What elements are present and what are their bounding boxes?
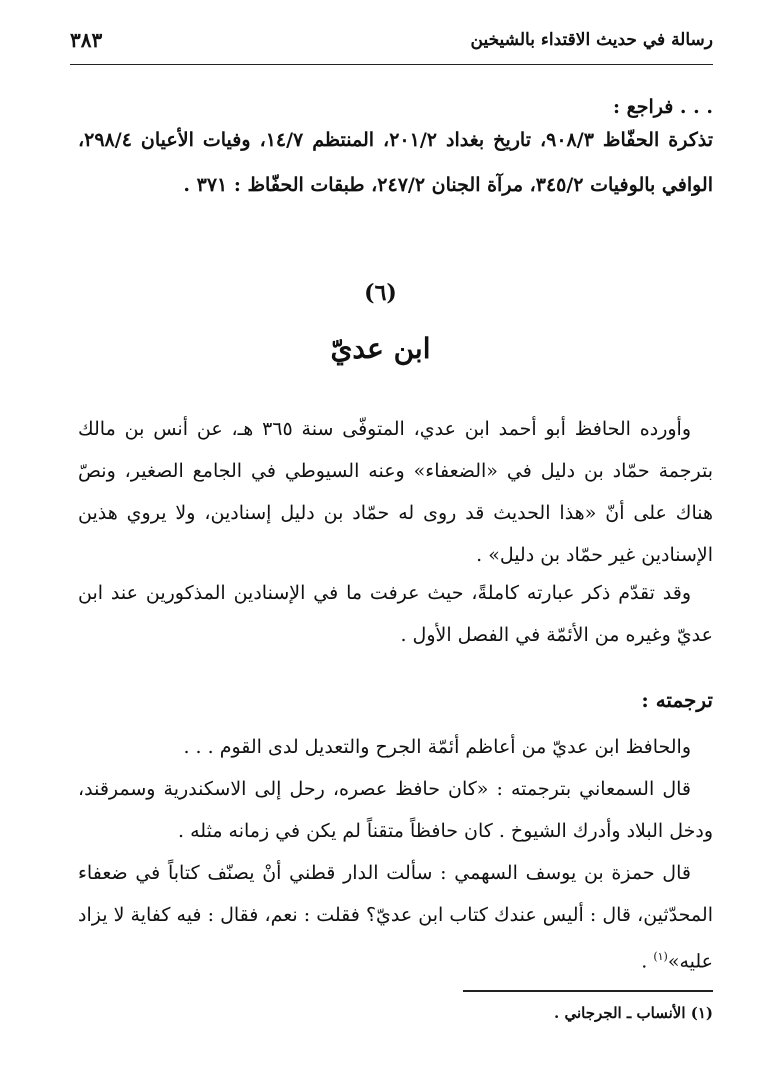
- biography-line-intro: والحافظ ابن عديّ من أعاظم أئمّة الجرح والتعديل لدى القوم . . .: [183, 736, 691, 758]
- paragraph-narration: وأورده الحافظ أبو أحمد ابن عدي، المتوفّى سنة ٣٦٥ هـ، عن أنس بن مالك بترجمة حمّاد بن دليل في «الضعفاء» وعنه السيوطي في الجامع الصغير، ونصّ هناك على أنّ «هذا الحديث قد روى له حمّاد بن دليل إسنادين، ولا يروي هذين الإسنادين غير حمّاد بن دليل» .: [78, 418, 713, 566]
- footnote: (١) الأنساب ـ الجرجاني .: [554, 1004, 713, 1022]
- section-number: (٦): [364, 280, 397, 306]
- references-list: تذكرة الحفّاظ ٩٠٨/٣، تاريخ بغداد ٢٠١/٢، المنتظم ١٤/٧، وفيات الأعيان ٢٩٨/٤، الوافي بالوفيات ٣٤٥/٢، مرآة الجنان ٢٤٧/٢، طبقات الحفّاظ : ٣٧١ .: [78, 129, 713, 196]
- biography-heading: ترجمته :: [641, 688, 713, 712]
- running-title: رسالة في حديث الاقتداء بالشيخين: [470, 30, 713, 50]
- page-header: [70, 30, 713, 64]
- page-number: ٣٨٣: [70, 28, 103, 52]
- biography-body: [78, 726, 713, 982]
- paragraph-previous-mention: وقد تقدّم ذكر عبارته كاملةً، حيث عرفت ما في الإسنادين المذكورين عند ابن عديّ وغيره من الأئمّة في الفصل الأول .: [78, 582, 713, 646]
- biography-line-sahmi: [78, 852, 713, 982]
- biography-sahmi-end: .: [641, 950, 654, 973]
- footnote-reference[interactable]: (١): [653, 950, 668, 963]
- section-title: ابن عديّ: [330, 332, 431, 365]
- header-divider: [70, 64, 713, 65]
- biography-line-samani: قال السمعاني بترجمته : «كان حافظ عصره، رحل إلى الاسكندرية وسمرقند، ودخل البلاد وأدرك الشيوخ . كان حافظاً متقناً لم يكن في زمانه مثله .: [78, 778, 713, 842]
- footnote-divider: [463, 990, 713, 992]
- references-heading: . . . فراجع :: [612, 96, 713, 118]
- biography-sahmi-text: قال حمزة بن يوسف السهمي : سألت الدار قطني أنْ يصنّف كتاباً في ضعفاء المحدّثين، قال : أليس عندك كتاب ابن عديّ؟ فقلت : نعم، فقال : فيه كفاية لا يزاد عليه»: [78, 862, 713, 973]
